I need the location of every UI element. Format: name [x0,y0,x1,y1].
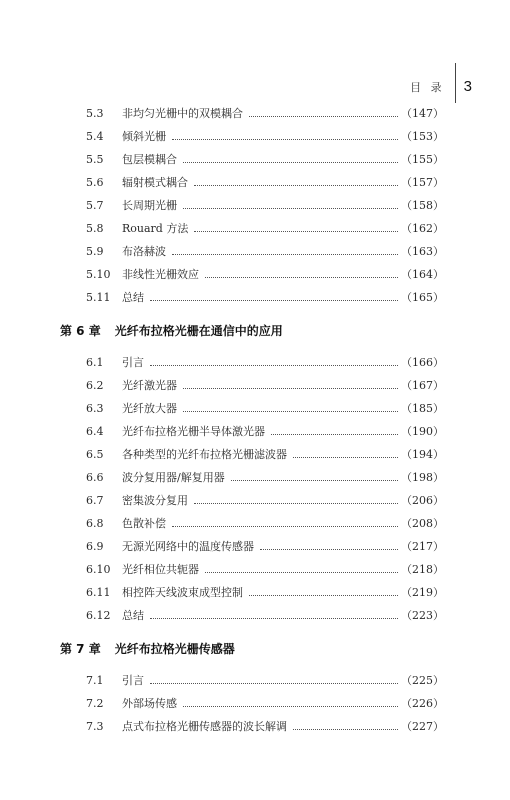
toc-entry-title: 点式布拉格光栅传感器的波长解调 [122,720,287,733]
dot-leader [183,401,398,412]
toc-entry-number: 6.6 [86,470,104,484]
dot-leader [260,539,398,550]
toc-entry [86,606,444,624]
dot-leader [183,696,398,707]
toc-entry-number: 6.5 [86,447,104,461]
dot-leader [150,673,398,684]
toc-entry-page: （198） [401,471,444,484]
toc-entry [86,288,444,306]
dot-leader [183,378,398,389]
header-divider [455,63,456,103]
toc-entry [86,671,444,689]
toc-entry-page: （225） [401,674,444,687]
toc-entry-number: 6.3 [86,401,104,415]
toc-entry-page: （165） [401,291,444,304]
toc-entry-page: （164） [401,268,444,281]
toc-entry-title: 总结 [122,609,144,622]
toc-entry-number: 5.4 [86,129,104,143]
toc-entry [86,219,444,237]
toc-entry [86,514,444,532]
toc-entry-number: 5.10 [86,267,111,281]
toc-entry-page: （217） [401,540,444,553]
chapter-title: 光纤布拉格光栅传感器 [114,641,235,656]
toc-entry [86,242,444,260]
running-header [410,66,472,100]
dot-leader [194,493,398,504]
toc-entry-title: Rouard 方法 [122,222,189,235]
toc-entry-title: 各种类型的光纤布拉格光栅滤波器 [122,448,287,461]
toc-entry [86,265,444,283]
chapter-number: 第 6 章 [60,323,101,338]
toc-entry [86,173,444,191]
toc-entry [86,445,444,463]
toc-entry [86,196,444,214]
toc-entry [86,717,444,735]
toc-entry [86,127,444,145]
toc-entry-title: 总结 [122,291,144,304]
toc-entry-title: 光纤布拉格光栅半导体激光器 [122,425,265,438]
toc-entry-page: （185） [401,402,444,415]
toc-entry-title: 布洛赫波 [122,245,166,258]
toc-entry-page: （208） [401,517,444,530]
toc-entry-title: 相控阵天线波束成型控制 [122,586,243,599]
running-header-section: 目 录 [410,81,445,94]
toc-entry-page: （218） [401,563,444,576]
chapter-heading [60,638,235,658]
toc-entry-title: 非均匀光栅中的双模耦合 [122,107,243,120]
toc-entry-number: 6.11 [86,585,111,599]
dot-leader [194,175,398,186]
toc-entry-page: （219） [401,586,444,599]
toc-entry-page: （153） [401,130,444,143]
dot-leader [249,585,398,596]
toc-entry-title: 光纤激光器 [122,379,177,392]
toc-entry-page: （163） [401,245,444,258]
toc-entry-title: 无源光网络中的温度传感器 [122,540,254,553]
toc-entry-number: 7.2 [86,696,104,710]
toc-entry-page: （226） [401,697,444,710]
toc-entry-title: 色散补偿 [122,517,166,530]
dot-leader [205,267,398,278]
chapter-title: 光纤布拉格光栅在通信中的应用 [114,323,283,338]
toc-entry-number: 7.1 [86,673,104,687]
toc-entry-page: （223） [401,609,444,622]
toc-entry-number: 5.8 [86,221,104,235]
toc-entry [86,583,444,601]
toc-entry-page: （147） [401,107,444,120]
toc-entry-number: 5.5 [86,152,104,166]
toc-entry [86,376,444,394]
toc-entry [86,422,444,440]
dot-leader [150,608,398,619]
dot-leader [293,447,398,458]
toc-entry-title: 引言 [122,674,144,687]
toc-entry-number: 6.9 [86,539,104,553]
toc-entry-number: 5.11 [86,290,111,304]
toc-entry-number: 6.4 [86,424,104,438]
toc-entry [86,399,444,417]
toc-entry-page: （155） [401,153,444,166]
toc-entry-title: 外部场传感 [122,697,177,710]
toc-entry-page: （194） [401,448,444,461]
toc-entry-title: 光纤放大器 [122,402,177,415]
dot-leader [183,198,398,209]
dot-leader [172,129,398,140]
toc-entry-number: 5.3 [86,106,104,120]
dot-leader [150,290,398,301]
toc-entry [86,694,444,712]
toc-entry-number: 6.8 [86,516,104,530]
dot-leader [183,152,398,163]
toc-entry-page: （157） [401,176,444,189]
toc-entry-title: 光纤相位共轭器 [122,563,199,576]
toc-entry-title: 倾斜光栅 [122,130,166,143]
dot-leader [293,719,398,730]
toc-entry-page: （162） [401,222,444,235]
toc-entry-number: 6.12 [86,608,111,622]
toc-entry-number: 6.7 [86,493,104,507]
toc-entry-number: 5.9 [86,244,104,258]
dot-leader [205,562,398,573]
dot-leader [172,244,398,255]
dot-leader [249,106,398,117]
toc-entry [86,353,444,371]
chapter-number: 第 7 章 [60,641,101,656]
toc-entry-title: 辐射模式耦合 [122,176,188,189]
toc-entry-page: （166） [401,356,444,369]
toc-entry-number: 5.6 [86,175,104,189]
dot-leader [231,470,398,481]
toc-entry-number: 7.3 [86,719,104,733]
toc-entry [86,104,444,122]
toc-entry [86,537,444,555]
toc-entry-title: 包层模耦合 [122,153,177,166]
toc-entry-page: （227） [401,720,444,733]
toc-entry-title: 引言 [122,356,144,369]
page-number: 3 [463,77,472,95]
toc-entry [86,491,444,509]
toc-entry-title: 非线性光栅效应 [122,268,199,281]
toc-entry-title: 密集波分复用 [122,494,188,507]
toc-entry-number: 5.7 [86,198,104,212]
toc-entry-title: 长周期光栅 [122,199,177,212]
toc-entry-number: 6.10 [86,562,111,576]
toc-entry-page: （190） [401,425,444,438]
chapter-heading [60,320,283,340]
toc-entry-page: （158） [401,199,444,212]
toc-entry [86,560,444,578]
toc-entry-page: （206） [401,494,444,507]
dot-leader [271,424,398,435]
toc-entry [86,468,444,486]
dot-leader [194,221,398,232]
dot-leader [150,355,398,366]
toc-entry-title: 波分复用器/解复用器 [122,471,225,484]
toc-entry-page: （167） [401,379,444,392]
dot-leader [172,516,398,527]
toc-entry [86,150,444,168]
toc-entry-number: 6.1 [86,355,104,369]
toc-entry-number: 6.2 [86,378,104,392]
